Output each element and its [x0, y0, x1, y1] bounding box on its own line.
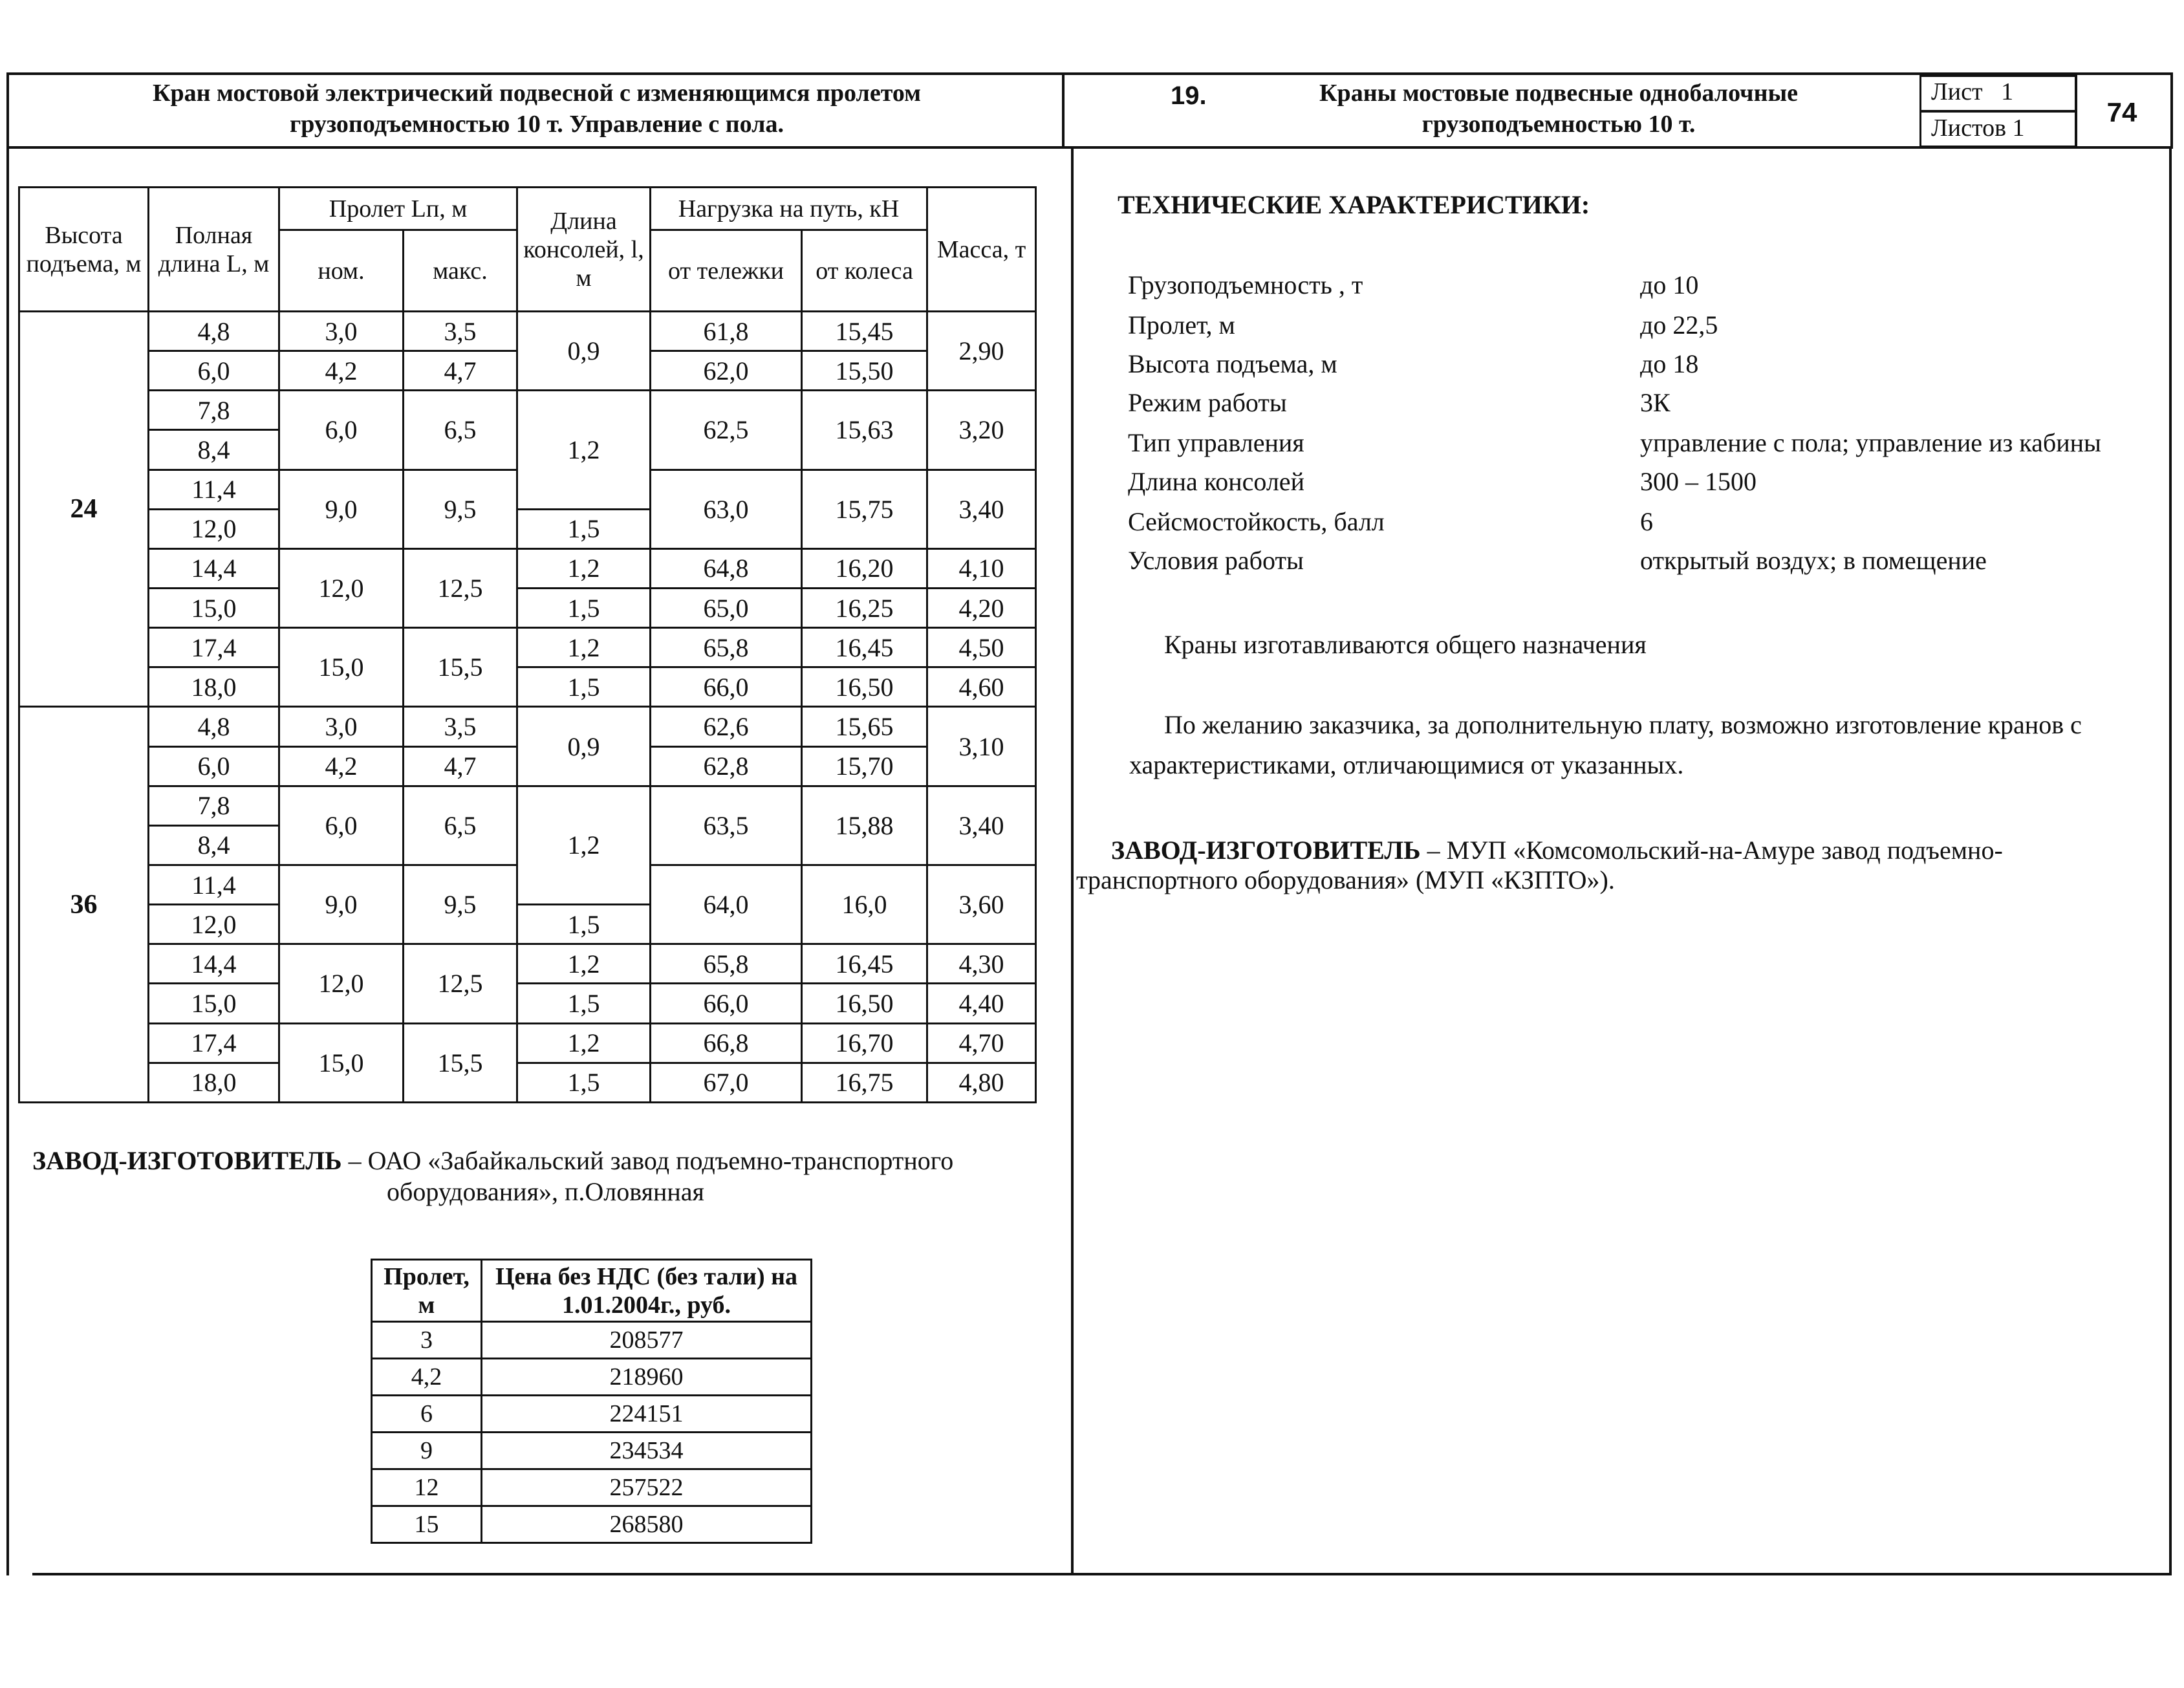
length-cell: 6,0 — [149, 746, 279, 786]
spec-row — [19, 588, 1036, 627]
mass-cell: 4,40 — [927, 984, 1036, 1023]
spec-row — [19, 1023, 1036, 1063]
wheel-cell: 16,45 — [802, 944, 927, 984]
sheets-label: Листов 1 — [1931, 114, 2025, 142]
wheel-cell: 15,88 — [802, 786, 927, 865]
trolley-cell: 62,8 — [651, 746, 802, 786]
price-row — [372, 1506, 812, 1543]
tech-label: Режим работы — [1128, 388, 1287, 417]
nom-cell: 9,0 — [279, 865, 404, 944]
price-table — [371, 1259, 812, 1544]
sheet-label: Лист 1 — [1931, 78, 2014, 105]
mass-cell: 2,90 — [927, 312, 1036, 391]
header-span-max: макс. — [404, 230, 517, 312]
console-cell: 1,5 — [517, 1063, 651, 1102]
nom-cell: 3,0 — [279, 707, 404, 746]
spec-row — [19, 786, 1036, 825]
console-cell: 1,5 — [517, 588, 651, 627]
nom-cell: 15,0 — [279, 628, 404, 707]
mass-cell: 4,50 — [927, 628, 1036, 667]
header-load-wheel: от колеса — [802, 230, 927, 312]
trolley-cell: 64,0 — [651, 865, 802, 944]
page-number-divider — [2075, 72, 2077, 149]
wheel-cell: 16,20 — [802, 548, 927, 588]
lift-height-cell: 36 — [19, 707, 149, 1103]
nom-cell: 6,0 — [279, 786, 404, 865]
left-header-title: Кран мостовой электрический подвесной с изменяющимся пролетом грузоподъемностью 10 т. Управление с пола. — [152, 80, 922, 138]
note-custom-line2: характеристиками, отличающимися от указанных. — [1129, 750, 1684, 779]
price-header-price: Цена без НДС (без тали) на 1.01.2004г., руб. — [482, 1260, 812, 1322]
left-maker-label: ЗАВОД-ИЗГОТОВИТЕЛЬ — [32, 1146, 342, 1175]
header-load: Нагрузка на путь, кН — [651, 188, 927, 230]
length-cell: 15,0 — [149, 984, 279, 1023]
mass-cell: 3,60 — [927, 865, 1036, 944]
wheel-cell: 16,75 — [802, 1063, 927, 1102]
length-cell: 4,8 — [149, 312, 279, 351]
wheel-cell: 16,25 — [802, 588, 927, 627]
max-cell: 6,5 — [404, 391, 517, 470]
spec-row — [19, 944, 1036, 984]
note-custom-line1: По желанию заказчика, за дополнительную плату, возможно изготовление кранов с — [1164, 710, 2082, 739]
tech-value: до 10 — [1640, 270, 1699, 299]
price-price-cell: 268580 — [482, 1506, 812, 1543]
max-cell: 3,5 — [404, 312, 517, 351]
header-load-trolley: от тележки — [651, 230, 802, 312]
nom-cell: 3,0 — [279, 312, 404, 351]
spec-row — [19, 984, 1036, 1023]
tech-label: Длина консолей — [1128, 467, 1304, 496]
mass-cell: 3,10 — [927, 707, 1036, 786]
trolley-cell: 65,8 — [651, 628, 802, 667]
console-cell: 1,5 — [517, 905, 651, 944]
tech-value: открытый воздух; в помещение — [1640, 546, 1987, 575]
max-cell: 15,5 — [404, 628, 517, 707]
price-price-cell: 218960 — [482, 1359, 812, 1396]
trolley-cell: 67,0 — [651, 1063, 802, 1102]
right-frame — [2169, 147, 2172, 1575]
wheel-cell: 16,70 — [802, 1023, 927, 1063]
price-row — [372, 1433, 812, 1469]
length-cell: 11,4 — [149, 470, 279, 509]
nom-cell: 12,0 — [279, 548, 404, 627]
console-cell: 0,9 — [517, 707, 651, 786]
price-span-cell: 12 — [372, 1469, 482, 1506]
tech-label: Грузоподъемность , т — [1128, 270, 1363, 299]
price-price-cell: 208577 — [482, 1322, 812, 1359]
right-maker — [1111, 834, 2003, 867]
mass-cell: 3,20 — [927, 391, 1036, 470]
console-cell: 0,9 — [517, 312, 651, 391]
price-header-span: Пролет, м — [372, 1260, 482, 1322]
note-general: Краны изготавливаются общего назначения — [1164, 630, 1647, 659]
header-height: Высота подъема, м — [19, 188, 149, 312]
tech-value: 6 — [1640, 507, 1653, 536]
tech-value: 300 – 1500 — [1640, 467, 1757, 496]
price-price-cell: 224151 — [482, 1396, 812, 1433]
length-cell: 14,4 — [149, 944, 279, 984]
length-cell: 6,0 — [149, 351, 279, 391]
spec-row — [19, 628, 1036, 667]
price-row — [372, 1359, 812, 1396]
console-cell: 1,2 — [517, 944, 651, 984]
right-maker-label: ЗАВОД-ИЗГОТОВИТЕЛЬ — [1111, 836, 1421, 865]
wheel-cell: 15,75 — [802, 470, 927, 548]
header-span-nom: ном. — [279, 230, 404, 312]
max-cell: 9,5 — [404, 865, 517, 944]
price-span-cell: 4,2 — [372, 1359, 482, 1396]
nom-cell: 6,0 — [279, 391, 404, 470]
tech-value: 3К — [1640, 388, 1670, 417]
console-cell: 1,5 — [517, 984, 651, 1023]
left-maker-line1: – ОАО «Забайкальский завод подъемно-транспортного — [341, 1146, 954, 1175]
price-span-cell: 9 — [372, 1433, 482, 1469]
bottom-frame — [32, 1573, 2172, 1575]
spec-row — [19, 548, 1036, 588]
console-cell: 1,2 — [517, 548, 651, 588]
tech-label: Условия работы — [1128, 546, 1304, 575]
right-header-title: Краны мостовые подвесные однобалочные грузоподъемностью 10 т. — [1319, 80, 1798, 138]
length-cell: 15,0 — [149, 588, 279, 627]
wheel-cell: 15,70 — [802, 746, 927, 786]
header-span: Пролет Lп, м — [279, 188, 517, 230]
tech-value: до 22,5 — [1640, 310, 1718, 340]
console-cell: 1,5 — [517, 667, 651, 707]
spec-row — [19, 391, 1036, 430]
length-cell: 4,8 — [149, 707, 279, 746]
max-cell: 6,5 — [404, 786, 517, 865]
wheel-cell: 15,63 — [802, 391, 927, 470]
length-cell: 8,4 — [149, 430, 279, 470]
trolley-cell: 66,0 — [651, 667, 802, 707]
mass-cell: 4,60 — [927, 667, 1036, 707]
console-cell: 1,2 — [517, 786, 651, 904]
price-span-cell: 3 — [372, 1322, 482, 1359]
price-row — [372, 1322, 812, 1359]
mass-cell: 4,10 — [927, 548, 1036, 588]
trolley-cell: 61,8 — [651, 312, 802, 351]
spec-table — [18, 186, 1037, 1103]
wheel-cell: 16,45 — [802, 628, 927, 667]
wheel-cell: 15,50 — [802, 351, 927, 391]
length-cell: 18,0 — [149, 667, 279, 707]
spec-row — [19, 707, 1036, 746]
header-length: Полная длина L, м — [149, 188, 279, 312]
trolley-cell: 66,0 — [651, 984, 802, 1023]
trolley-cell: 66,8 — [651, 1023, 802, 1063]
max-cell: 9,5 — [404, 470, 517, 548]
length-cell: 7,8 — [149, 391, 279, 430]
tech-label: Сейсмостойкость, балл — [1128, 507, 1385, 536]
wheel-cell: 16,0 — [802, 865, 927, 944]
left-frame — [6, 147, 9, 1575]
mass-cell: 3,40 — [927, 470, 1036, 548]
trolley-cell: 62,0 — [651, 351, 802, 391]
trolley-cell: 62,5 — [651, 391, 802, 470]
right-maker-line1: – МУП «Комсомольский-на-Амуре завод подъемно- — [1420, 836, 2003, 865]
wheel-cell: 15,45 — [802, 312, 927, 351]
length-cell: 18,0 — [149, 1063, 279, 1102]
mass-cell: 3,40 — [927, 786, 1036, 865]
price-row — [372, 1469, 812, 1506]
wheel-cell: 16,50 — [802, 984, 927, 1023]
length-cell: 12,0 — [149, 905, 279, 944]
trolley-cell: 65,8 — [651, 944, 802, 984]
mass-cell: 4,70 — [927, 1023, 1036, 1063]
price-span-cell: 15 — [372, 1506, 482, 1543]
max-cell: 12,5 — [404, 944, 517, 1023]
page-number: 74 — [2106, 97, 2137, 127]
tech-value: управление с пола; управление из кабины — [1640, 428, 2101, 457]
tech-label: Тип управления — [1128, 428, 1304, 457]
trolley-cell: 65,0 — [651, 588, 802, 627]
lift-height-cell: 24 — [19, 312, 149, 707]
max-cell: 4,7 — [404, 351, 517, 391]
length-cell: 7,8 — [149, 786, 279, 825]
spec-row — [19, 1063, 1036, 1102]
length-cell: 14,4 — [149, 548, 279, 588]
wheel-cell: 15,65 — [802, 707, 927, 746]
length-cell: 11,4 — [149, 865, 279, 904]
nom-cell: 4,2 — [279, 746, 404, 786]
tech-title: ТЕХНИЧЕСКИЕ ХАРАКТЕРИСТИКИ: — [1118, 190, 1590, 219]
price-price-cell: 234534 — [482, 1433, 812, 1469]
section-number: 19. — [1171, 81, 1207, 110]
length-cell: 12,0 — [149, 509, 279, 548]
spec-row — [19, 312, 1036, 351]
max-cell: 15,5 — [404, 1023, 517, 1102]
left-maker-line2: оборудования», п.Оловянная — [387, 1177, 704, 1206]
max-cell: 12,5 — [404, 548, 517, 627]
mass-cell: 4,20 — [927, 588, 1036, 627]
trolley-cell: 62,6 — [651, 707, 802, 746]
console-cell: 1,5 — [517, 509, 651, 548]
right-maker-line2: транспортного оборудования» (МУП «КЗПТО»). — [1076, 865, 1615, 894]
price-row — [372, 1396, 812, 1433]
spec-row — [19, 667, 1036, 707]
console-cell: 1,2 — [517, 628, 651, 667]
left-maker — [32, 1145, 953, 1177]
nom-cell: 12,0 — [279, 944, 404, 1023]
trolley-cell: 64,8 — [651, 548, 802, 588]
nom-cell: 4,2 — [279, 351, 404, 391]
trolley-cell: 63,5 — [651, 786, 802, 865]
nom-cell: 9,0 — [279, 470, 404, 548]
length-cell: 17,4 — [149, 1023, 279, 1063]
tech-label: Пролет, м — [1128, 310, 1235, 340]
price-price-cell: 257522 — [482, 1469, 812, 1506]
wheel-cell: 16,50 — [802, 667, 927, 707]
price-span-cell: 6 — [372, 1396, 482, 1433]
console-cell: 1,2 — [517, 391, 651, 509]
length-cell: 8,4 — [149, 825, 279, 865]
tech-value: до 18 — [1640, 349, 1699, 378]
header-console: Длина консолей, l, м — [517, 188, 651, 312]
max-cell: 3,5 — [404, 707, 517, 746]
console-cell: 1,2 — [517, 1023, 651, 1063]
tech-label: Высота подъема, м — [1128, 349, 1337, 378]
nom-cell: 15,0 — [279, 1023, 404, 1102]
trolley-cell: 63,0 — [651, 470, 802, 548]
max-cell: 4,7 — [404, 746, 517, 786]
length-cell: 17,4 — [149, 628, 279, 667]
mass-cell: 4,30 — [927, 944, 1036, 984]
header-mass: Масса, т — [927, 188, 1036, 312]
mass-cell: 4,80 — [927, 1063, 1036, 1102]
center-divider — [1071, 147, 1074, 1575]
